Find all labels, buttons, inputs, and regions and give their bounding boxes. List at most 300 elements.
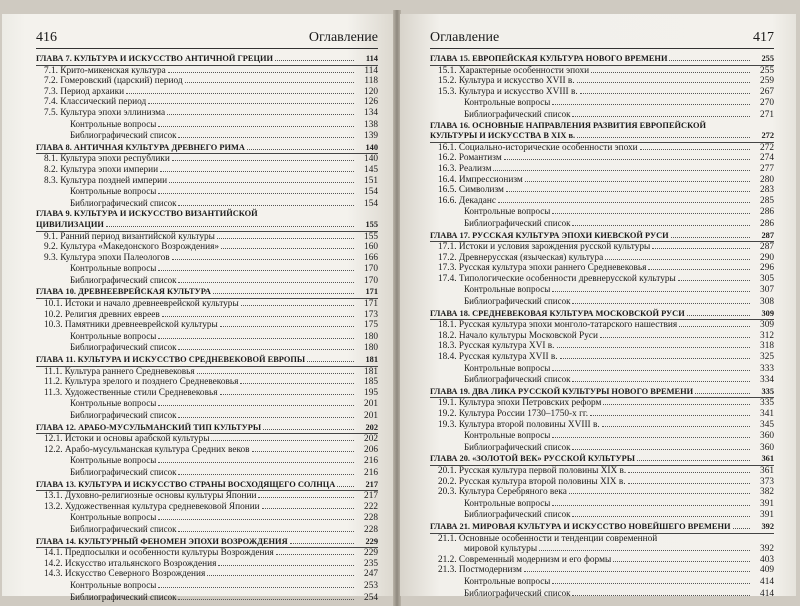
toc-entry-title: 19.1. Культура эпохи Петровских реформ	[438, 398, 602, 409]
toc-entry-title: мировой культуры	[464, 544, 538, 555]
dot-leader	[560, 358, 750, 359]
toc-section-entry	[430, 409, 774, 420]
toc-page-number: 309	[761, 308, 774, 318]
dot-leader	[160, 171, 354, 172]
toc-entry-title: Библиографический список	[464, 217, 571, 228]
toc-entry-title: 10.3. Памятники древнееврейской культуры	[44, 320, 218, 331]
dot-leader	[591, 72, 750, 73]
toc-entry-title: Контрольные вопросы	[464, 575, 551, 586]
toc-section-entry	[430, 76, 774, 87]
dot-leader	[169, 182, 354, 183]
toc-entry-title: КУЛЬТУРЫ И ИСКУССТВА В XIX в.	[430, 131, 576, 141]
dot-leader	[158, 587, 354, 588]
toc-page-number: 335	[761, 386, 774, 396]
toc-page-number: 255	[760, 65, 774, 76]
toc-page-number: 216	[364, 456, 378, 467]
toc-entry-title: 14.3. Искусство Северного Возрождения	[44, 569, 206, 580]
dot-leader	[158, 126, 354, 127]
toc-entry-title: ГЛАВА 13. КУЛЬТУРА И ИСКУССТВО СТРАНЫ ВОСХОДЯЩЕГО СОЛНЦА	[36, 479, 336, 489]
toc-page-number: 160	[364, 242, 378, 253]
toc-subentry	[36, 263, 378, 275]
dot-leader	[602, 426, 750, 427]
dot-leader	[168, 72, 354, 73]
toc-chapter-entry	[36, 209, 378, 220]
dot-leader	[307, 361, 354, 362]
toc-entry-title: ГЛАВА 9. КУЛЬТУРА И ИСКУССТВО ВИЗАНТИЙСКОЙ	[36, 209, 258, 219]
toc-page-number: 155	[364, 231, 378, 242]
toc-entry-title: 17.1. Истоки и условия зарождения русской культуры	[438, 242, 651, 253]
toc-chapter-entry	[430, 453, 774, 466]
toc-entry-title: Библиографический список	[70, 410, 177, 420]
dot-leader	[498, 202, 750, 203]
dot-leader	[252, 451, 354, 452]
toc-section-entry	[430, 87, 774, 98]
toc-section-entry	[430, 164, 774, 175]
toc-section-entry	[36, 320, 378, 331]
toc-section-entry	[430, 66, 774, 77]
toc-entry-title: Библиографический список	[70, 342, 177, 353]
dot-leader	[552, 437, 750, 438]
toc-section-entry	[36, 76, 378, 87]
toc-page-number: 414	[760, 576, 774, 587]
toc-page-number: 286	[760, 218, 774, 229]
toc-section-entry	[430, 534, 774, 545]
toc-section-entry	[430, 153, 774, 164]
toc-subentry	[36, 130, 378, 142]
toc-chapter-entry	[430, 131, 774, 143]
toc-subentry	[430, 498, 774, 510]
toc-page-number: 277	[760, 163, 774, 174]
toc-entry-title: Библиографический список	[464, 441, 571, 452]
toc-subentry	[36, 398, 378, 410]
dot-leader	[605, 259, 750, 260]
toc-page-number: 271	[760, 109, 774, 120]
toc-entry-title: Контрольные вопросы	[464, 97, 551, 108]
toc-chapter-entry	[36, 479, 378, 492]
toc-entry-title: 11.2. Культура зрелого и позднего Средневековья	[44, 377, 239, 388]
toc-subentry	[36, 119, 378, 131]
dot-leader	[178, 137, 354, 138]
toc-page-number: 180	[364, 331, 378, 342]
toc-page-number: 171	[364, 299, 378, 310]
toc-page-number: 175	[364, 320, 378, 331]
toc-page-number: 206	[364, 444, 378, 455]
toc-page-number: 307	[760, 285, 774, 296]
toc-page-number: 290	[760, 252, 774, 263]
dot-leader	[218, 565, 354, 566]
dot-leader	[577, 82, 750, 83]
toc-section-entry	[430, 253, 774, 264]
toc-page-number: 345	[760, 419, 774, 430]
toc-entry-title: 11.1. Культура раннего Средневековья	[44, 366, 195, 377]
toc-entry-title: ГЛАВА 10. ДРЕВНЕЕВРЕЙСКАЯ КУЛЬТУРА	[36, 287, 211, 297]
toc-page-number: 360	[760, 431, 774, 442]
toc-entry-title: 7.2. Гомеровский (царский) период	[44, 76, 183, 87]
toc-section-entry	[36, 154, 378, 165]
dot-leader	[552, 213, 750, 214]
dot-leader	[572, 595, 750, 596]
toc-section-entry	[430, 185, 774, 196]
toc-subentry	[430, 284, 774, 296]
dot-leader	[600, 337, 750, 338]
dot-leader	[178, 282, 354, 283]
dot-leader	[557, 347, 751, 348]
toc-section-entry	[36, 445, 378, 456]
toc-section-entry	[430, 352, 774, 363]
toc-entry-title: 20.2. Русская культура второй половины XIX в.	[438, 476, 626, 487]
toc-subentry	[430, 206, 774, 218]
toc-page-number: 181	[364, 366, 378, 377]
dot-leader	[552, 505, 750, 506]
toc-entry-title: Контрольные вопросы	[464, 362, 551, 373]
toc-section-entry	[36, 176, 378, 187]
toc-subentry	[430, 218, 774, 230]
toc-entry-title: 19.2. Культура России 1730–1750-х гг.	[438, 409, 589, 419]
toc-page-number: 272	[760, 142, 774, 153]
toc-chapter-entry	[36, 142, 378, 155]
dot-leader	[241, 305, 354, 306]
toc-entry-title: Контрольные вопросы	[70, 398, 157, 409]
toc-page-number: 341	[760, 409, 774, 419]
toc-page-number: 333	[760, 363, 774, 374]
toc-chapter-entry	[36, 220, 378, 232]
toc-page-number: 270	[760, 98, 774, 109]
dot-leader	[524, 571, 750, 572]
toc-subentry	[430, 109, 774, 121]
running-title: Оглавление	[430, 30, 500, 45]
toc-entry-title: Контрольные вопросы	[70, 512, 157, 523]
toc-section-entry	[36, 108, 378, 119]
toc-entry-title: Библиографический список	[70, 591, 177, 602]
toc-page-number: 217	[365, 479, 378, 489]
dot-leader	[552, 370, 750, 371]
dot-leader	[158, 462, 354, 463]
toc-section-entry	[36, 253, 378, 264]
toc-section-entry	[430, 466, 774, 477]
toc-subentry	[36, 331, 378, 343]
toc-subentry	[36, 512, 378, 524]
toc-section-entry	[36, 548, 378, 559]
toc-subentry	[430, 97, 774, 109]
toc-entry-title: Контрольные вопросы	[70, 118, 157, 129]
dot-leader	[671, 237, 750, 238]
toc-page-number: 202	[364, 434, 378, 445]
toc-page-number: 235	[364, 558, 378, 569]
toc-subentry	[36, 467, 378, 479]
toc-page-number: 373	[760, 476, 774, 487]
dot-leader	[262, 508, 354, 509]
running-head-right	[430, 30, 774, 49]
toc-section-entry	[430, 320, 774, 331]
toc-entry-title: 7.1. Крито-микенская культура	[44, 65, 166, 76]
toc-section-entry	[36, 299, 378, 310]
dot-leader	[572, 449, 750, 450]
dot-leader	[504, 159, 750, 160]
toc-chapter-entry	[430, 53, 774, 66]
toc-section-entry	[36, 559, 378, 570]
toc-page-number: 305	[760, 273, 774, 284]
toc-page-number: 414	[760, 588, 774, 599]
toc-entry-title: Библиографический список	[70, 466, 177, 477]
toc-subentry	[36, 524, 378, 536]
toc-page-number: 318	[760, 341, 774, 352]
toc-entry-title: Контрольные вопросы	[464, 497, 551, 508]
toc-entry-title: 13.1. Духовно-религиозные основы культуры Японии	[44, 491, 257, 502]
toc-page-number: 229	[364, 548, 378, 559]
dot-leader	[178, 349, 354, 350]
toc-subentry	[430, 509, 774, 521]
dot-leader	[220, 326, 354, 327]
dot-leader	[220, 394, 355, 395]
toc-chapter-entry	[36, 286, 378, 299]
toc-section-entry	[36, 232, 378, 243]
dot-leader	[178, 205, 354, 206]
toc-entry-title: ГЛАВА 8. АНТИЧНАЯ КУЛЬТУРА ДРЕВНЕГО РИМА	[36, 142, 245, 152]
toc-page-number: 120	[364, 86, 378, 97]
toc-subentry	[430, 430, 774, 442]
toc-page-number: 360	[760, 442, 774, 453]
dot-leader	[167, 114, 354, 115]
dot-leader	[572, 225, 750, 226]
toc-page-number: 309	[760, 320, 774, 331]
dot-leader	[628, 483, 750, 484]
dot-leader	[178, 474, 354, 475]
toc-entry-title: 10.1. Истоки и начало древнееврейской культуры	[44, 299, 239, 310]
toc-page-number: 267	[760, 86, 774, 97]
toc-chapter-entry	[430, 230, 774, 243]
dot-leader	[276, 554, 354, 555]
toc-entry-title: 7.4. Классический период	[44, 97, 147, 108]
toc-page-number: 287	[760, 242, 774, 253]
toc-entry-title: Библиографический список	[464, 374, 571, 385]
dot-leader	[240, 383, 354, 384]
dot-leader	[603, 404, 750, 405]
page-number: 416	[36, 30, 57, 45]
toc-entry-title: 17.2. Древнерусская (языческая) культура	[438, 252, 604, 263]
toc-list	[36, 53, 378, 603]
toc-section-entry	[430, 487, 774, 498]
toc-page-number: 170	[364, 264, 378, 275]
toc-entry-title: ГЛАВА 15. ЕВРОПЕЙСКАЯ КУЛЬТУРА НОВОГО ВРЕМЕНИ	[430, 54, 668, 63]
toc-section-entry	[430, 544, 774, 555]
toc-entry-title: 18.2. Начало культуры Московской Руси	[438, 330, 598, 341]
left-page	[2, 14, 394, 603]
toc-entry-title: 21.1. Основные особенности и тенденции современной	[438, 533, 658, 544]
toc-entry-title: ГЛАВА 19. ДВА ЛИКА РУССКОЙ КУЛЬТУРЫ НОВОГО ВРЕМЕНИ	[430, 386, 694, 396]
toc-entry-title: ГЛАВА 20. «ЗОЛОТОЙ ВЕК» РУССКОЙ КУЛЬТУРЫ	[430, 454, 635, 464]
toc-entry-title: ГЛАВА 14. КУЛЬТУРНЫЙ ФЕНОМЕН ЭПОХИ ВОЗРОЖДЕНИЯ	[36, 536, 288, 546]
toc-page-number: 228	[364, 513, 378, 524]
toc-subentry	[430, 442, 774, 454]
dot-leader	[679, 326, 750, 327]
toc-chapter-entry	[430, 308, 774, 321]
dot-leader	[158, 405, 354, 406]
toc-section-entry	[36, 434, 378, 445]
toc-entry-title: 21.3. Постмодернизм	[438, 565, 522, 576]
toc-page-number: 180	[364, 343, 378, 354]
toc-section-entry	[430, 263, 774, 274]
toc-section-entry	[36, 569, 378, 580]
toc-entry-title: 16.4. Импрессионизм	[438, 174, 523, 185]
dot-leader	[552, 104, 750, 105]
page-number: 417	[753, 30, 774, 45]
toc-page-number: 151	[364, 175, 378, 186]
toc-page-number: 334	[760, 375, 774, 386]
toc-section-entry	[430, 143, 774, 154]
dot-leader	[572, 381, 750, 382]
toc-entry-title: 16.5. Символизм	[438, 185, 504, 196]
toc-page-number: 118	[364, 76, 378, 87]
toc-page-number: 171	[365, 287, 378, 297]
toc-entry-title: Контрольные вопросы	[70, 263, 157, 274]
dot-leader	[695, 393, 750, 394]
running-title: Оглавление	[308, 30, 378, 45]
dot-leader	[197, 373, 354, 374]
toc-entry-title: Библиографический список	[70, 130, 177, 141]
toc-entry-title: Библиографический список	[464, 296, 571, 307]
dot-leader	[572, 516, 750, 517]
toc-chapter-entry	[36, 53, 378, 66]
toc-subentry	[36, 198, 378, 210]
toc-page-number: 259	[760, 76, 774, 87]
toc-page-number: 139	[364, 131, 378, 142]
toc-section-entry	[430, 477, 774, 488]
toc-page-number: 222	[364, 501, 378, 512]
toc-entry-title: 20.1. Русская культура первой половины XIX в.	[438, 465, 627, 476]
toc-page-number: 335	[760, 398, 774, 409]
running-head-left	[36, 30, 378, 49]
toc-entry-title: 13.2. Художественная культура средневековой Японии	[44, 501, 260, 512]
toc-section-entry	[430, 175, 774, 186]
dot-leader	[275, 60, 354, 61]
dot-leader	[158, 270, 354, 271]
toc-section-entry	[36, 388, 378, 399]
dot-leader	[158, 519, 354, 520]
toc-section-entry	[36, 377, 378, 388]
toc-entry-title: Библиографический список	[70, 274, 177, 285]
dot-leader	[106, 226, 354, 227]
toc-page-number: 195	[364, 387, 378, 398]
toc-entry-title: 18.1. Русская культура эпохи монголо-татарского нашествия	[438, 320, 678, 331]
dot-leader	[211, 440, 354, 441]
dot-leader	[207, 575, 354, 576]
toc-entry-title: ГЛАВА 11. КУЛЬТУРА И ИСКУССТВО СРЕДНЕВЕКОВОЙ ЕВРОПЫ	[36, 355, 306, 365]
toc-entry-title: 12.1. Истоки и основы арабской культуры	[44, 434, 210, 445]
toc-chapter-entry	[36, 422, 378, 435]
toc-section-entry	[430, 555, 774, 566]
dot-leader	[590, 415, 750, 416]
dot-leader	[628, 472, 750, 473]
toc-entry-title: Библиографический список	[464, 509, 571, 520]
toc-page-number: 170	[364, 275, 378, 286]
toc-page-number: 325	[760, 352, 774, 363]
dot-leader	[172, 160, 354, 161]
toc-page-number: 296	[760, 263, 774, 274]
toc-entry-title: Контрольные вопросы	[70, 330, 157, 341]
dot-leader	[577, 137, 750, 138]
toc-page-number: 280	[760, 174, 774, 185]
toc-section-entry	[430, 242, 774, 253]
toc-entry-title: 7.5. Культура эпохи эллинизма	[44, 107, 166, 118]
toc-entry-title: 9.1. Ранний период византийской культуры	[44, 231, 215, 242]
toc-page-number: 201	[364, 399, 378, 410]
toc-page-number: 274	[760, 153, 774, 164]
toc-page-number: 283	[760, 185, 774, 196]
toc-entry-title: Библиографический список	[70, 523, 177, 534]
toc-entry-title: 16.6. Декаданс	[438, 195, 496, 206]
toc-page-number: 154	[364, 198, 378, 209]
toc-entry-title: 18.3. Русская культура XVI в.	[438, 341, 555, 352]
toc-section-entry	[36, 165, 378, 176]
toc-entry-title: 17.4. Типологические особенности древнерусской культуры	[438, 273, 676, 284]
dot-leader	[158, 193, 354, 194]
toc-section-entry	[430, 420, 774, 431]
dot-leader	[569, 493, 750, 494]
toc-entry-title: 14.2. Искусство итальянского Возрождения	[44, 558, 217, 569]
toc-subentry	[36, 592, 378, 604]
dot-leader	[640, 149, 750, 150]
toc-page-number: 114	[364, 65, 378, 76]
toc-section-entry	[36, 502, 378, 513]
toc-entry-title: 15.2. Культура и искусство XVII в.	[438, 76, 575, 87]
toc-entry-title: Контрольные вопросы	[70, 579, 157, 590]
toc-page-number: 181	[365, 355, 378, 365]
toc-page-number: 392	[760, 544, 774, 555]
toc-page-number: 228	[364, 524, 378, 535]
toc-page-number: 382	[760, 487, 774, 498]
toc-entry-title: 19.3. Культура второй половины XVIII в.	[438, 419, 600, 430]
toc-entry-title: ГЛАВА 21. МИРОВАЯ КУЛЬТУРА И ИСКУССТВО НОВЕЙШЕГО ВРЕМЕНИ	[430, 521, 731, 531]
dot-leader	[178, 531, 354, 532]
toc-entry-title: 16.2. Романтизм	[438, 153, 502, 164]
toc-section-entry	[430, 196, 774, 207]
toc-subentry	[36, 342, 378, 354]
right-page	[400, 14, 796, 599]
dot-leader	[613, 561, 750, 562]
toc-entry-title: 8.3. Культура поздней империи	[44, 175, 168, 186]
toc-page-number: 134	[364, 107, 378, 118]
dot-leader	[506, 191, 750, 192]
toc-page-number: 166	[364, 252, 378, 263]
toc-entry-title: 7.3. Период архаики	[44, 86, 125, 97]
dot-leader	[525, 181, 750, 182]
dot-leader	[669, 60, 750, 61]
toc-page-number: 392	[761, 521, 774, 531]
toc-entry-title: Библиографический список	[70, 197, 177, 208]
toc-entry-title: 15.1. Характерные особенности эпохи	[438, 65, 590, 76]
toc-page-number: 312	[760, 330, 774, 341]
toc-page-number: 253	[364, 580, 378, 591]
toc-section-entry	[36, 87, 378, 98]
toc-page-number: 361	[761, 454, 774, 464]
toc-entry-title: ГЛАВА 16. ОСНОВНЫЕ НАПРАВЛЕНИЯ РАЗВИТИЯ ЕВРОПЕЙСКОЙ	[430, 120, 706, 130]
toc-page-number: 286	[760, 207, 774, 218]
toc-chapter-entry	[430, 521, 774, 534]
toc-page-number: 254	[364, 592, 378, 603]
toc-chapter-entry	[430, 386, 774, 399]
toc-subentry	[430, 296, 774, 308]
dot-leader	[185, 82, 354, 83]
toc-entry-title: 17.3. Русская культура эпохи раннего Средневековья	[438, 263, 647, 274]
dot-leader	[213, 293, 354, 294]
dot-leader	[178, 599, 354, 600]
toc-chapter-entry	[36, 536, 378, 549]
toc-section-entry	[36, 242, 378, 253]
toc-page-number: 154	[364, 187, 378, 198]
toc-subentry	[430, 374, 774, 386]
toc-subentry	[36, 410, 378, 422]
toc-chapter-entry	[36, 354, 378, 367]
